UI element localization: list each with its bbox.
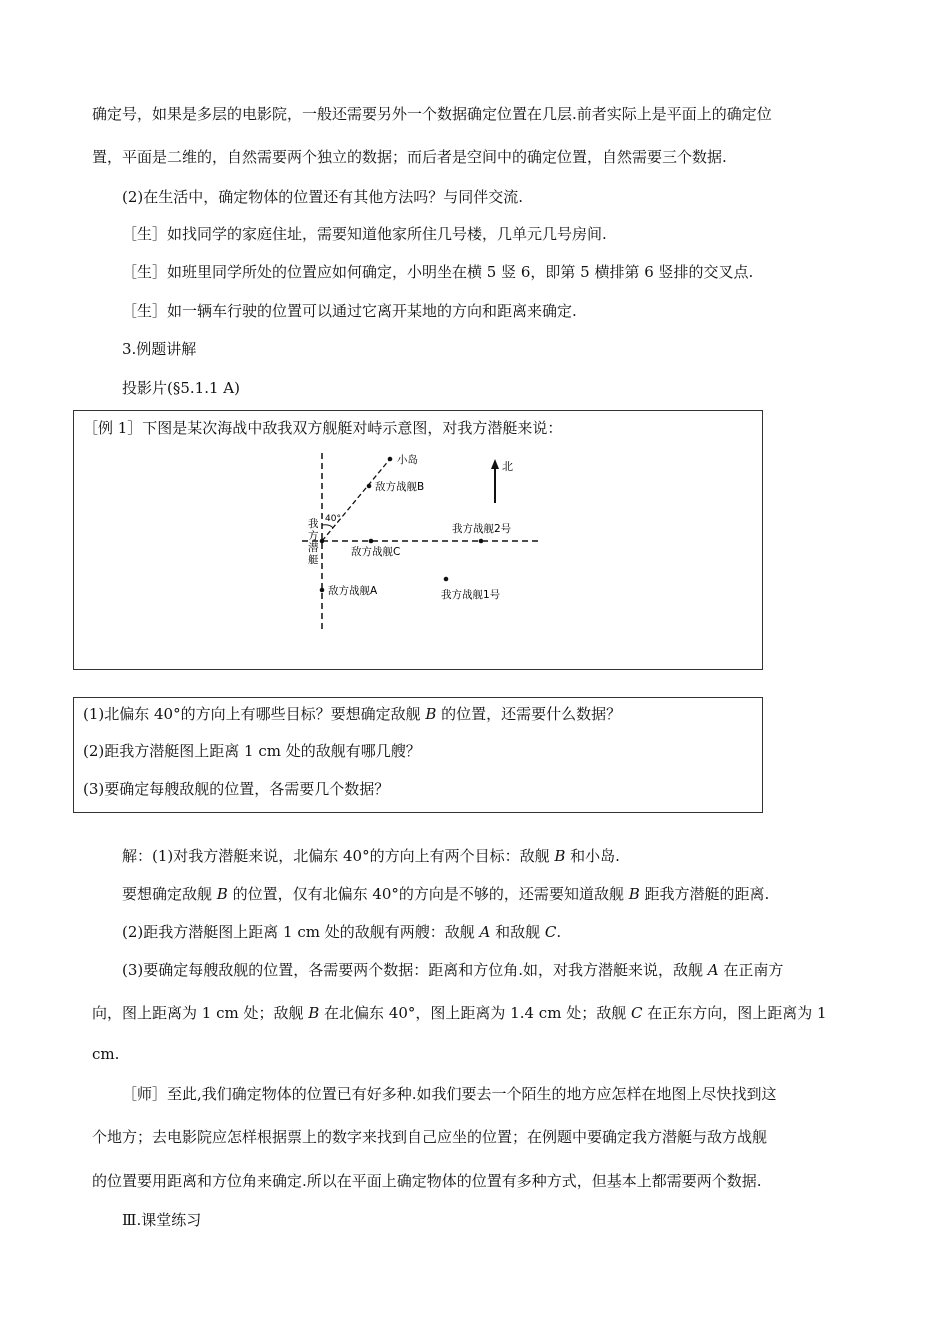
enemy-a-label: 敌方战舰A — [328, 585, 378, 597]
sub-label-1: 我 — [308, 518, 319, 530]
solution-line: (3)要确定每艘敌舰的位置，各需要两个数据：距离和方位角.如，对我方潜艇来说，敌舰 A 在正南方 — [122, 961, 784, 979]
example-box — [73, 410, 763, 670]
section-heading: 3.例题讲解 — [122, 340, 197, 358]
example-title: ［例 1］下图是某次海战中敌我双方舰艇对峙示意图，对我方潜艇来说： — [83, 419, 563, 437]
teacher-line: ［师］至此,我们确定物体的位置已有好多种.如我们要去一个陌生的地方应怎样在地图上尽快找到这 — [122, 1085, 777, 1103]
our-ship2-label: 我方战舰2号 — [452, 523, 512, 535]
solution-line: 向，图上距离为 1 cm 处；敌舰 B 在北偏东 40°，图上距离为 1.4 cm 处；敌舰 C 在正东方向，图上距离为 1 — [92, 1004, 827, 1022]
our-ship1-label: 我方战舰1号 — [441, 589, 501, 601]
section-heading: Ⅲ.课堂练习 — [122, 1211, 202, 1229]
our-ship1-point — [444, 577, 449, 582]
solution-line: (2)距我方潜艇图上距离 1 cm 处的敌舰有两艘：敌舰 A 和敌舰 C. — [122, 923, 562, 941]
angle-label: 40° — [325, 514, 341, 524]
paragraph-line: 置，平面是二维的，自然需要两个独立的数据；而后者是空间中的确定位置，自然需要三个数据. — [92, 148, 727, 166]
student-answer: ［生］如找同学的家庭住址，需要知道他家所住几号楼，几单元几号房间. — [122, 225, 607, 243]
solution-line: 要想确定敌舰 B 的位置，仅有北偏东 40°的方向是不够的，还需要知道敌舰 B 距我方潜艇的距离. — [122, 885, 770, 903]
teacher-line: 的位置要用距离和方位角来确定.所以在平面上确定物体的位置有多种方式，但基本上都需要两个数据. — [92, 1172, 762, 1190]
our-ship2-point — [479, 539, 484, 544]
solution-line: 解：(1)对我方潜艇来说，北偏东 40°的方向上有两个目标：敌舰 B 和小岛. — [122, 847, 620, 865]
bearing-line — [322, 459, 390, 541]
island-point — [388, 457, 393, 462]
paragraph-line: 确定号，如果是多层的电影院，一般还需要另外一个数据确定位置在几层.前者实际上是平面上的确定位 — [92, 105, 772, 123]
sub-label-2: 方 — [308, 530, 319, 542]
question-2: (2)在生活中，确定物体的位置还有其他方法吗？与同伴交流. — [122, 188, 524, 206]
teacher-line: 个地方；去电影院应怎样根据票上的数字来找到自己应坐的位置；在例题中要确定我方潜艇与敌方战舰 — [92, 1128, 768, 1146]
solution-line: cm. — [92, 1045, 120, 1063]
question-line: (3)要确定每艘敌舰的位置，各需要几个数据？ — [83, 780, 390, 798]
question-line: (2)距我方潜艇图上距离 1 cm 处的敌舰有哪几艘？ — [83, 742, 421, 760]
island-label: 小岛 — [397, 454, 418, 466]
enemy-b-point — [367, 484, 372, 489]
enemy-b-label: 敌方战舰B — [375, 481, 425, 493]
submarine-point — [320, 539, 325, 544]
question-line: (1)北偏东 40°的方向上有哪些目标？要想确定敌舰 B 的位置，还需要什么数据？ — [83, 705, 622, 723]
sub-label-3: 潜 — [308, 542, 319, 554]
sub-label-4: 艇 — [308, 554, 319, 566]
enemy-c-point — [369, 539, 374, 544]
north-label: 北 — [502, 460, 513, 473]
north-arrow-icon — [491, 459, 499, 469]
student-answer: ［生］如一辆车行驶的位置可以通过它离开某地的方向和距离来确定. — [122, 302, 577, 320]
naval-diagram — [74, 411, 762, 669]
angle-arc — [322, 525, 333, 528]
enemy-a-point — [320, 588, 325, 593]
student-answer: ［生］如班里同学所处的位置应如何确定，小明坐在横 5 竖 6，即第 5 横排第 6 竖排的交叉点. — [122, 263, 754, 281]
questions-box — [73, 697, 763, 813]
enemy-c-label: 敌方战舰C — [351, 546, 401, 558]
slide-label: 投影片(§5.1.1 A) — [122, 379, 240, 397]
